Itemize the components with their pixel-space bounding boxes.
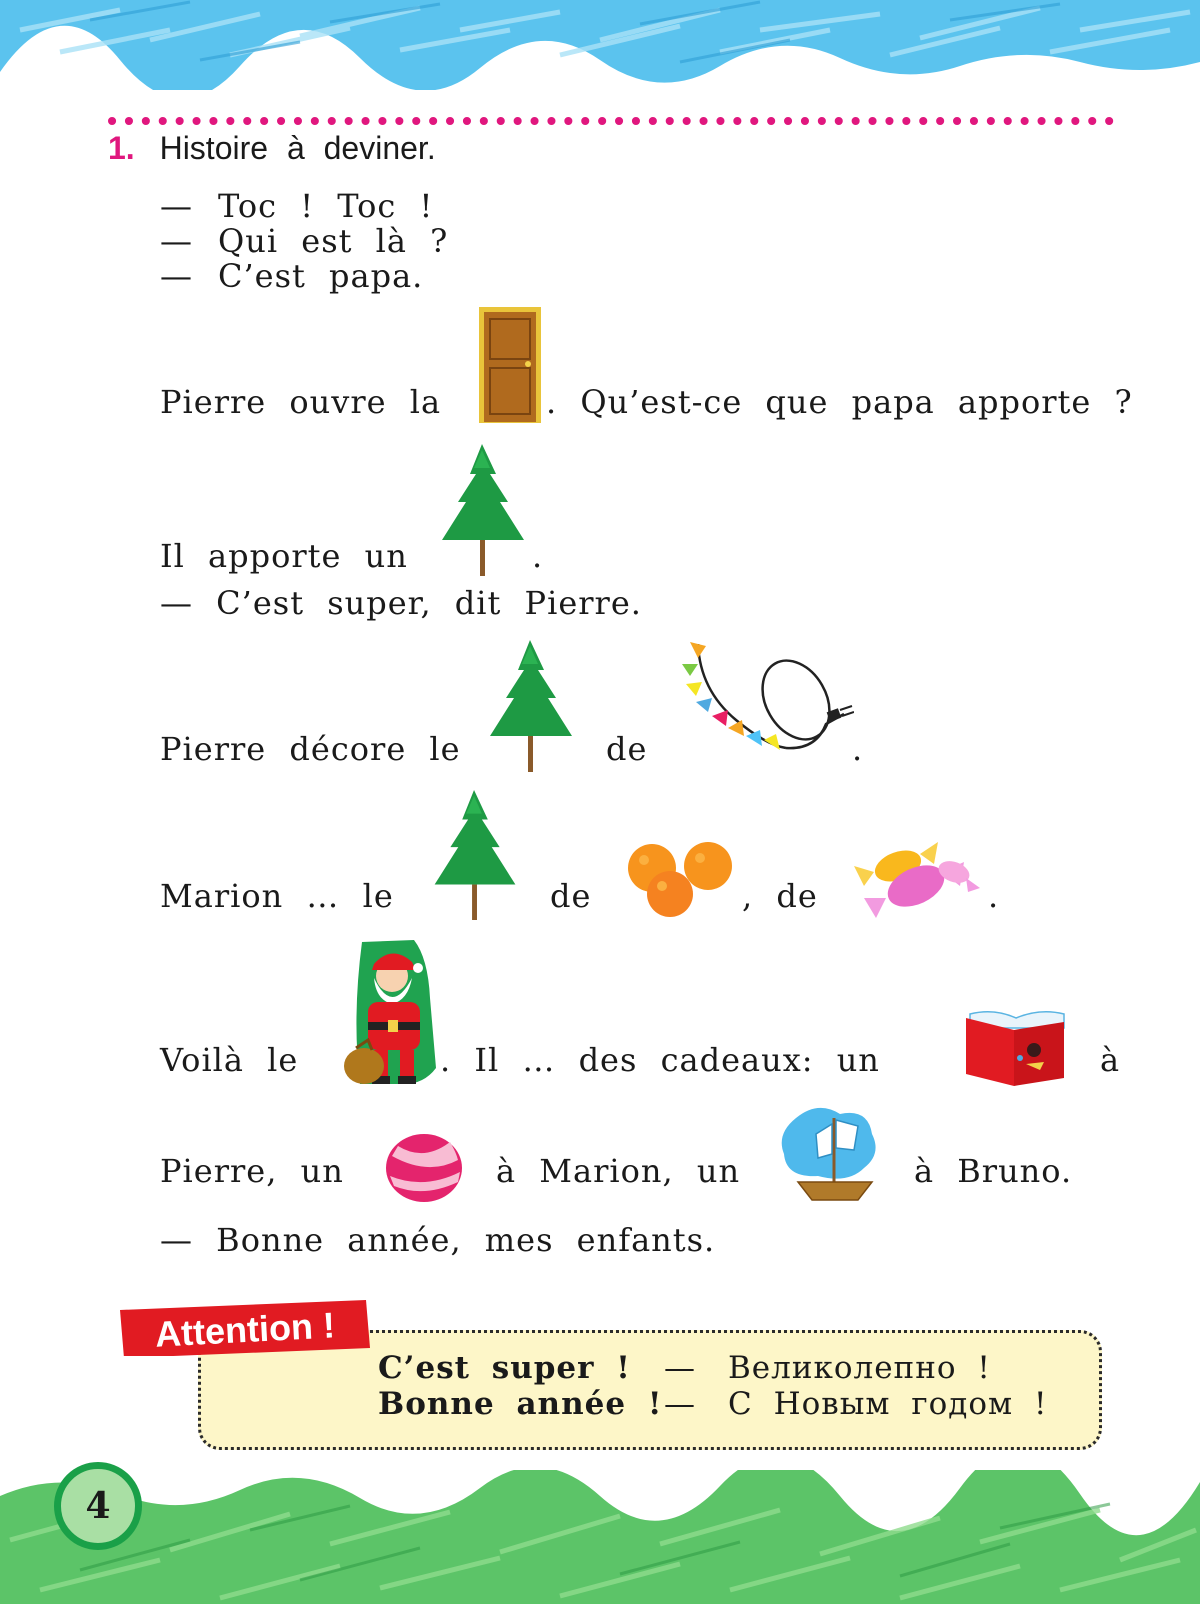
story-s4c: .	[852, 730, 864, 768]
fir-tree-icon	[488, 640, 576, 772]
translation-row-1-dash: —	[664, 1350, 696, 1386]
story-s4a: Pierre décore le	[160, 730, 461, 768]
exercise-title	[108, 130, 436, 167]
grass-border	[0, 1470, 1200, 1604]
story-s8: — Bonne année, mes enfants.	[160, 1221, 716, 1259]
book-icon	[964, 1008, 1068, 1088]
story-s1b: . Qu’est-ce que papa apporte ?	[546, 383, 1133, 421]
story-s2a: Il apporte un	[160, 537, 408, 575]
story-s6c: à	[1100, 1041, 1121, 1079]
sky-border	[0, 0, 1200, 90]
story-s7c: à Bruno.	[914, 1152, 1073, 1190]
story-s5d: .	[988, 877, 1000, 915]
story-s7b: à Marion, un	[496, 1152, 741, 1190]
story-s5b: de	[550, 877, 592, 915]
exercise-title-text: Histoire à deviner.	[159, 130, 436, 166]
translation-row-2-fr: Bonne année !	[378, 1386, 663, 1422]
dotted-separator	[108, 114, 1128, 128]
story-s7a: Pierre, un	[160, 1152, 344, 1190]
christmas-lights-icon	[676, 640, 854, 770]
story-s5a: Marion … le	[160, 877, 394, 915]
story-s1a: Pierre ouvre la	[160, 383, 442, 421]
dialogue-line-1: — Toc ! Toc !	[160, 187, 434, 225]
dialogue-line-2: — Qui est là ?	[160, 222, 449, 260]
dialogue-line-3: — C’est papa.	[160, 257, 424, 295]
story-s6b: . Il … des cadeaux: un	[440, 1041, 880, 1079]
candies-icon	[850, 832, 980, 920]
story-s3: — C’est super, dit Pierre.	[160, 584, 642, 622]
translation-row-1-fr: C’est super !	[378, 1350, 631, 1386]
story-s2b: .	[532, 537, 544, 575]
exercise-number: 1.	[108, 130, 135, 166]
story-s4b: de	[606, 730, 648, 768]
fir-tree-icon	[440, 444, 528, 576]
tangerines-icon	[624, 842, 736, 918]
story-s5c: , de	[742, 877, 818, 915]
attention-label: Attention !	[154, 1304, 336, 1355]
translation-row-2-dash: —	[664, 1386, 696, 1422]
page-number: 4	[54, 1462, 142, 1550]
fir-tree-icon	[432, 790, 520, 920]
ball-icon	[384, 1132, 464, 1204]
santa-claus-icon	[344, 938, 444, 1088]
door-icon	[478, 306, 542, 424]
story-s6a: Voilà le	[160, 1041, 299, 1079]
translation-row-1-ru: Великолепно !	[728, 1350, 991, 1386]
translation-row-2-ru: С Новым годом !	[728, 1386, 1048, 1422]
toy-boat-icon	[778, 1104, 882, 1204]
